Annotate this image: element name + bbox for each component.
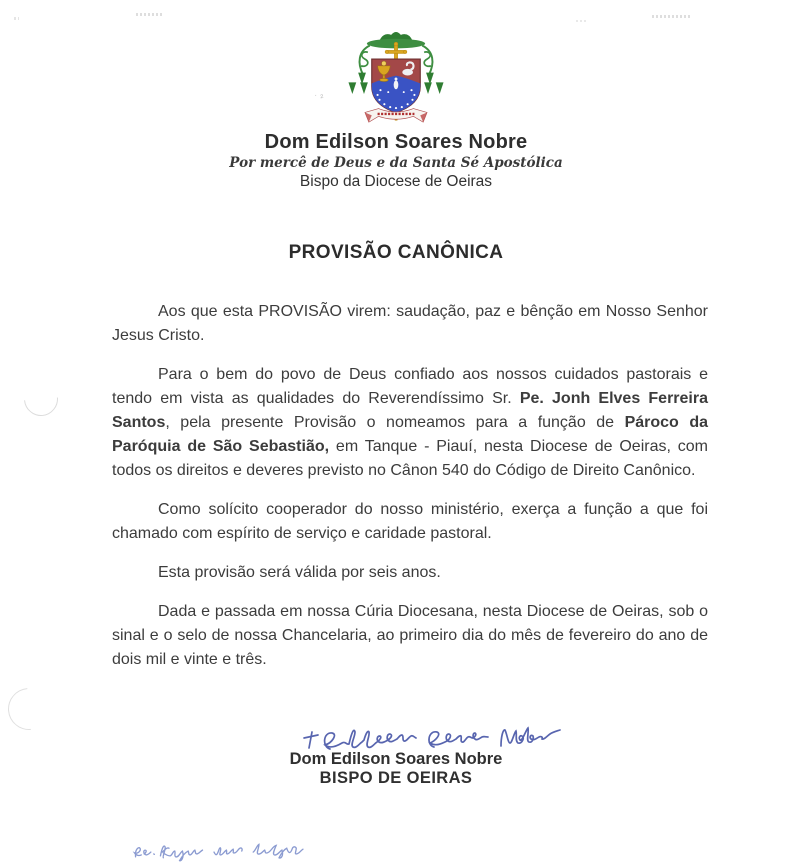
scan-smudge — [14, 17, 19, 20]
bishop-motto: Por mercê de Deus e da Santa Sé Apostólica — [229, 155, 563, 171]
paragraph-exhortation: Como solícito cooperador do nosso ministério, exerça a função a que foi chamado com espírito de serviço e caridade pastoral. — [112, 501, 708, 542]
scan-smudge — [136, 13, 162, 16]
paragraph-validity: Esta provisão será válida por seis anos. — [158, 564, 441, 581]
scan-smudge — [576, 20, 586, 22]
punch-hole-mark — [17, 375, 65, 423]
signature-printed-name: Dom Edilson Soares Nobre — [289, 750, 503, 768]
paragraph-date: Dada e passada em nossa Cúria Diocesana, nesta Diocese de Oeiras, sob o sinal e o selo de nossa Chancelaria, ao primeiro dia do mês de fevereiro do ano de dois mil e vinte e três. — [112, 603, 708, 668]
episcopal-coat-of-arms-icon — [321, 30, 471, 127]
punch-hole-mark — [0, 679, 59, 738]
document-body — [112, 300, 708, 687]
letterhead — [0, 30, 792, 191]
paragraph-salutation: Aos que esta PROVISÃO virem: saudação, paz e bênção em Nosso Senhor Jesus Cristo. — [112, 303, 708, 344]
paragraph-appointment: Para o bem do povo de Deus confiado aos nossos cuidados pastorais e tendo em vista as qualidades do Reverendíssimo Sr. Pe. Jonh Elves Ferreira Santos, pela presente Provisão o nomeamos para a função de Pároco da Paróquia de São Sebastião, em Tanque - Piauí, nesta Diocese de Oeiras, com todos os direitos e deveres previsto no Cânon 540 do Código de Direito Canônico. — [112, 366, 709, 479]
scan-smudge — [652, 15, 692, 18]
bishop-name: Dom Edilson Soares Nobre — [264, 131, 528, 153]
document-title: PROVISÃO CANÔNICA — [288, 242, 504, 263]
bishop-role: Bispo da Diocese de Oeiras — [299, 173, 493, 190]
signature-printed-role: BISPO DE OEIRAS — [319, 769, 473, 787]
scan-smudge: ˙ ² — [314, 92, 325, 104]
chancellor-note-handwriting — [126, 838, 346, 868]
